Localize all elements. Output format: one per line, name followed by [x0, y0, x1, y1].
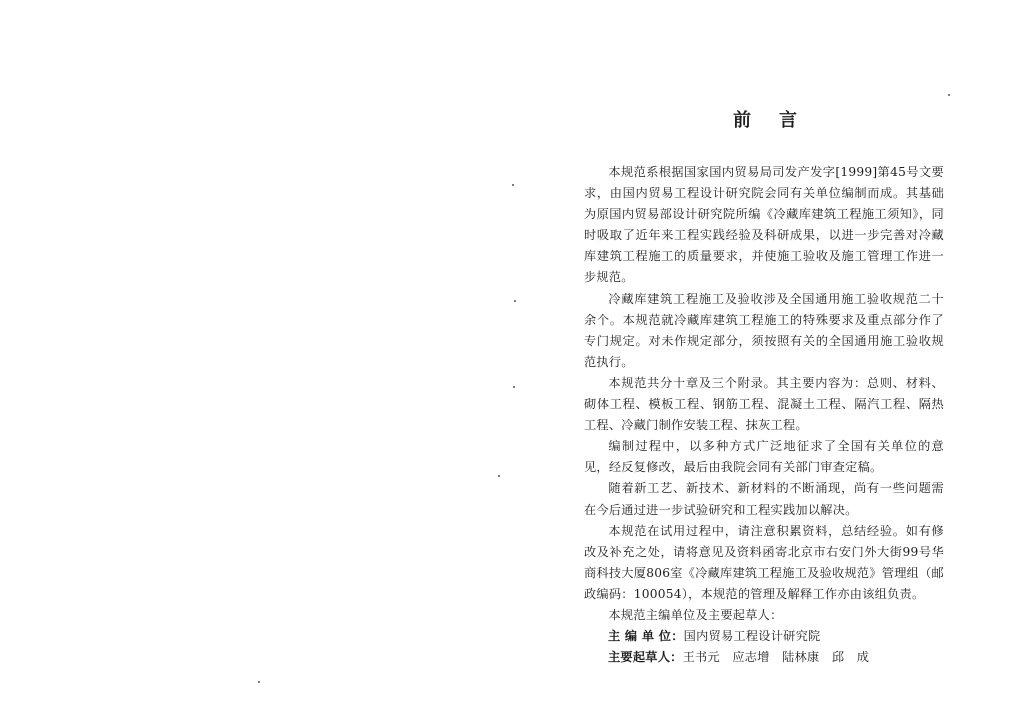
- credit-drafters: [584, 647, 944, 668]
- paragraph-contents: 本规范共分十章及三个附录。其主要内容为：总则、材料、砌体工程、模板工程、钢筋工程、混凝土工程、隔汽工程、隔热工程、冷藏门制作安装工程、抹灰工程。: [584, 375, 944, 433]
- credit-value: 王书元 应志增 陆林康 邱 成: [682, 650, 870, 665]
- credit-label: 主 编 单 位：: [608, 629, 684, 644]
- paragraph-feedback: 本规范在试用过程中，请注意积累资料，总结经验。如有修改及补充之处，请将意见及资料函寄北京市右安门外大街99号华商科技大厦806室《冷藏库建筑工程施工及验收规范》管理组（邮政编码：100054），本规范的管理及解释工作亦由该组负责。: [584, 523, 944, 601]
- page-title: [700, 106, 830, 132]
- credit-chief-unit: [584, 626, 944, 647]
- scan-speck: [258, 681, 260, 683]
- credit-value: 国内贸易工程设计研究院: [683, 629, 821, 644]
- scan-speck: [513, 386, 515, 388]
- scan-speck: [498, 475, 500, 477]
- scan-speck: [512, 184, 514, 186]
- preface-body: [584, 162, 944, 668]
- paragraph-process: 编制过程中，以多种方式广泛地征求了全国有关单位的意见，经反复修改，最后由我院会同有关部门审查定稿。: [584, 439, 944, 475]
- paragraph-credits-intro: 本规范主编单位及主要起草人：: [608, 607, 783, 622]
- credit-label: 主要起草人：: [608, 650, 683, 665]
- paragraph-future: 随着新工艺、新技术、新材料的不断涌现，尚有一些问题需在今后通过进一步试验研究和工程实践加以解决。: [584, 481, 944, 517]
- paragraph-basis: 本规范系根据国家国内贸易局司发产发字[1999]第45号文要求，由国内贸易工程设计研究院会同有关单位编制而成。其基础为原国内贸易部设计研究院所编《冷藏库建筑工程施工须知》，同时吸取了近年来工程实践经验及科研成果，以进一步完善对冷藏库建筑工程施工的质量要求，并使施工验收及施工管理工作进一步规范。: [584, 165, 944, 285]
- scan-speck: [948, 94, 950, 96]
- paragraph-scope: 冷藏库建筑工程施工及验收涉及全国通用施工验收规范二十余个。本规范就冷藏库建筑工程施工的特殊要求及重点部分作了专门规定。对未作规定部分，须按照有关的全国通用施工验收规范执行。: [584, 291, 944, 369]
- title-char-left: 前: [733, 110, 751, 131]
- title-char-right: 言: [779, 110, 797, 131]
- scan-speck: [514, 300, 516, 302]
